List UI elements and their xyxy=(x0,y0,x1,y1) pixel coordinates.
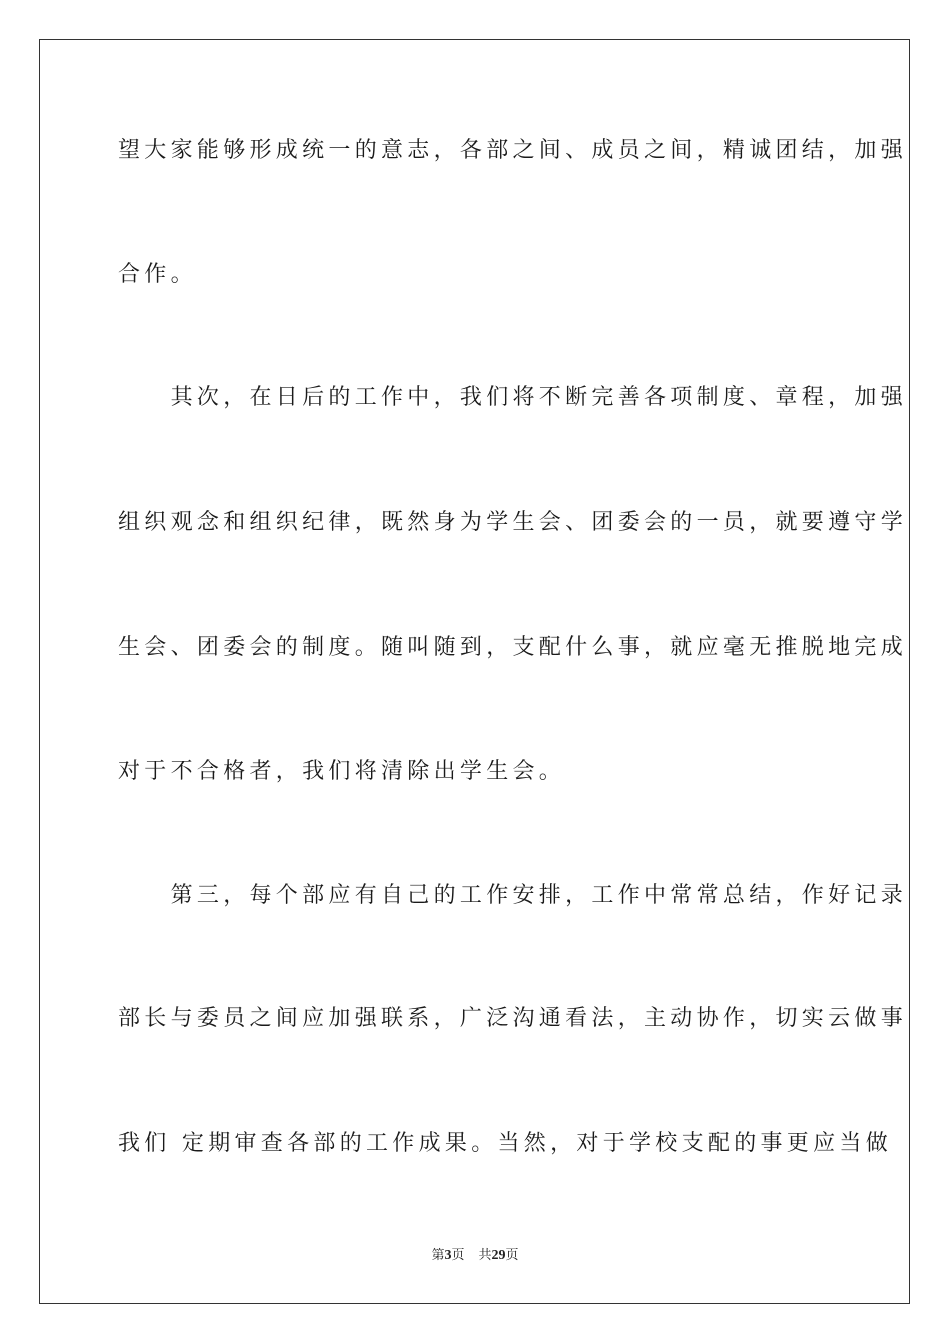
page-number: 3 xyxy=(444,1248,452,1263)
text-line: 望大家能够形成统一的意志，各部之间、成员之间，精诚团结，加强 xyxy=(118,138,908,163)
page-label-prefix: 第 xyxy=(431,1248,445,1263)
page-border xyxy=(39,39,910,1304)
total-pages: 29 xyxy=(491,1248,506,1263)
text-line: 我们 定期审查各部的工作成果。当然，对于学校支配的事更应当做 xyxy=(118,1131,892,1156)
text-line: 部长与委员之间应加强联系，广泛沟通看法，主动协作，切实云做事 xyxy=(118,1006,908,1031)
text-line: 组织观念和组织纪律，既然身为学生会、团委会的一员，就要遵守学 xyxy=(118,510,908,535)
total-label-suffix: 页 xyxy=(505,1248,519,1263)
text-line: 对于不合格者，我们将清除出学生会。 xyxy=(118,759,566,784)
total-label-prefix: 共 xyxy=(478,1248,492,1263)
text-line: 其次，在日后的工作中，我们将不断完善各项制度、章程，加强 xyxy=(118,385,908,410)
page-label-suffix: 页 xyxy=(451,1248,465,1263)
text-line: 合作。 xyxy=(118,262,197,287)
page-footer xyxy=(0,1247,950,1265)
text-line: 第三，每个部应有自己的工作安排，工作中常常总结，作好记录 xyxy=(118,883,908,908)
text-line: 生会、团委会的制度。随叫随到，支配什么事，就应毫无推脱地完成 xyxy=(118,635,908,660)
